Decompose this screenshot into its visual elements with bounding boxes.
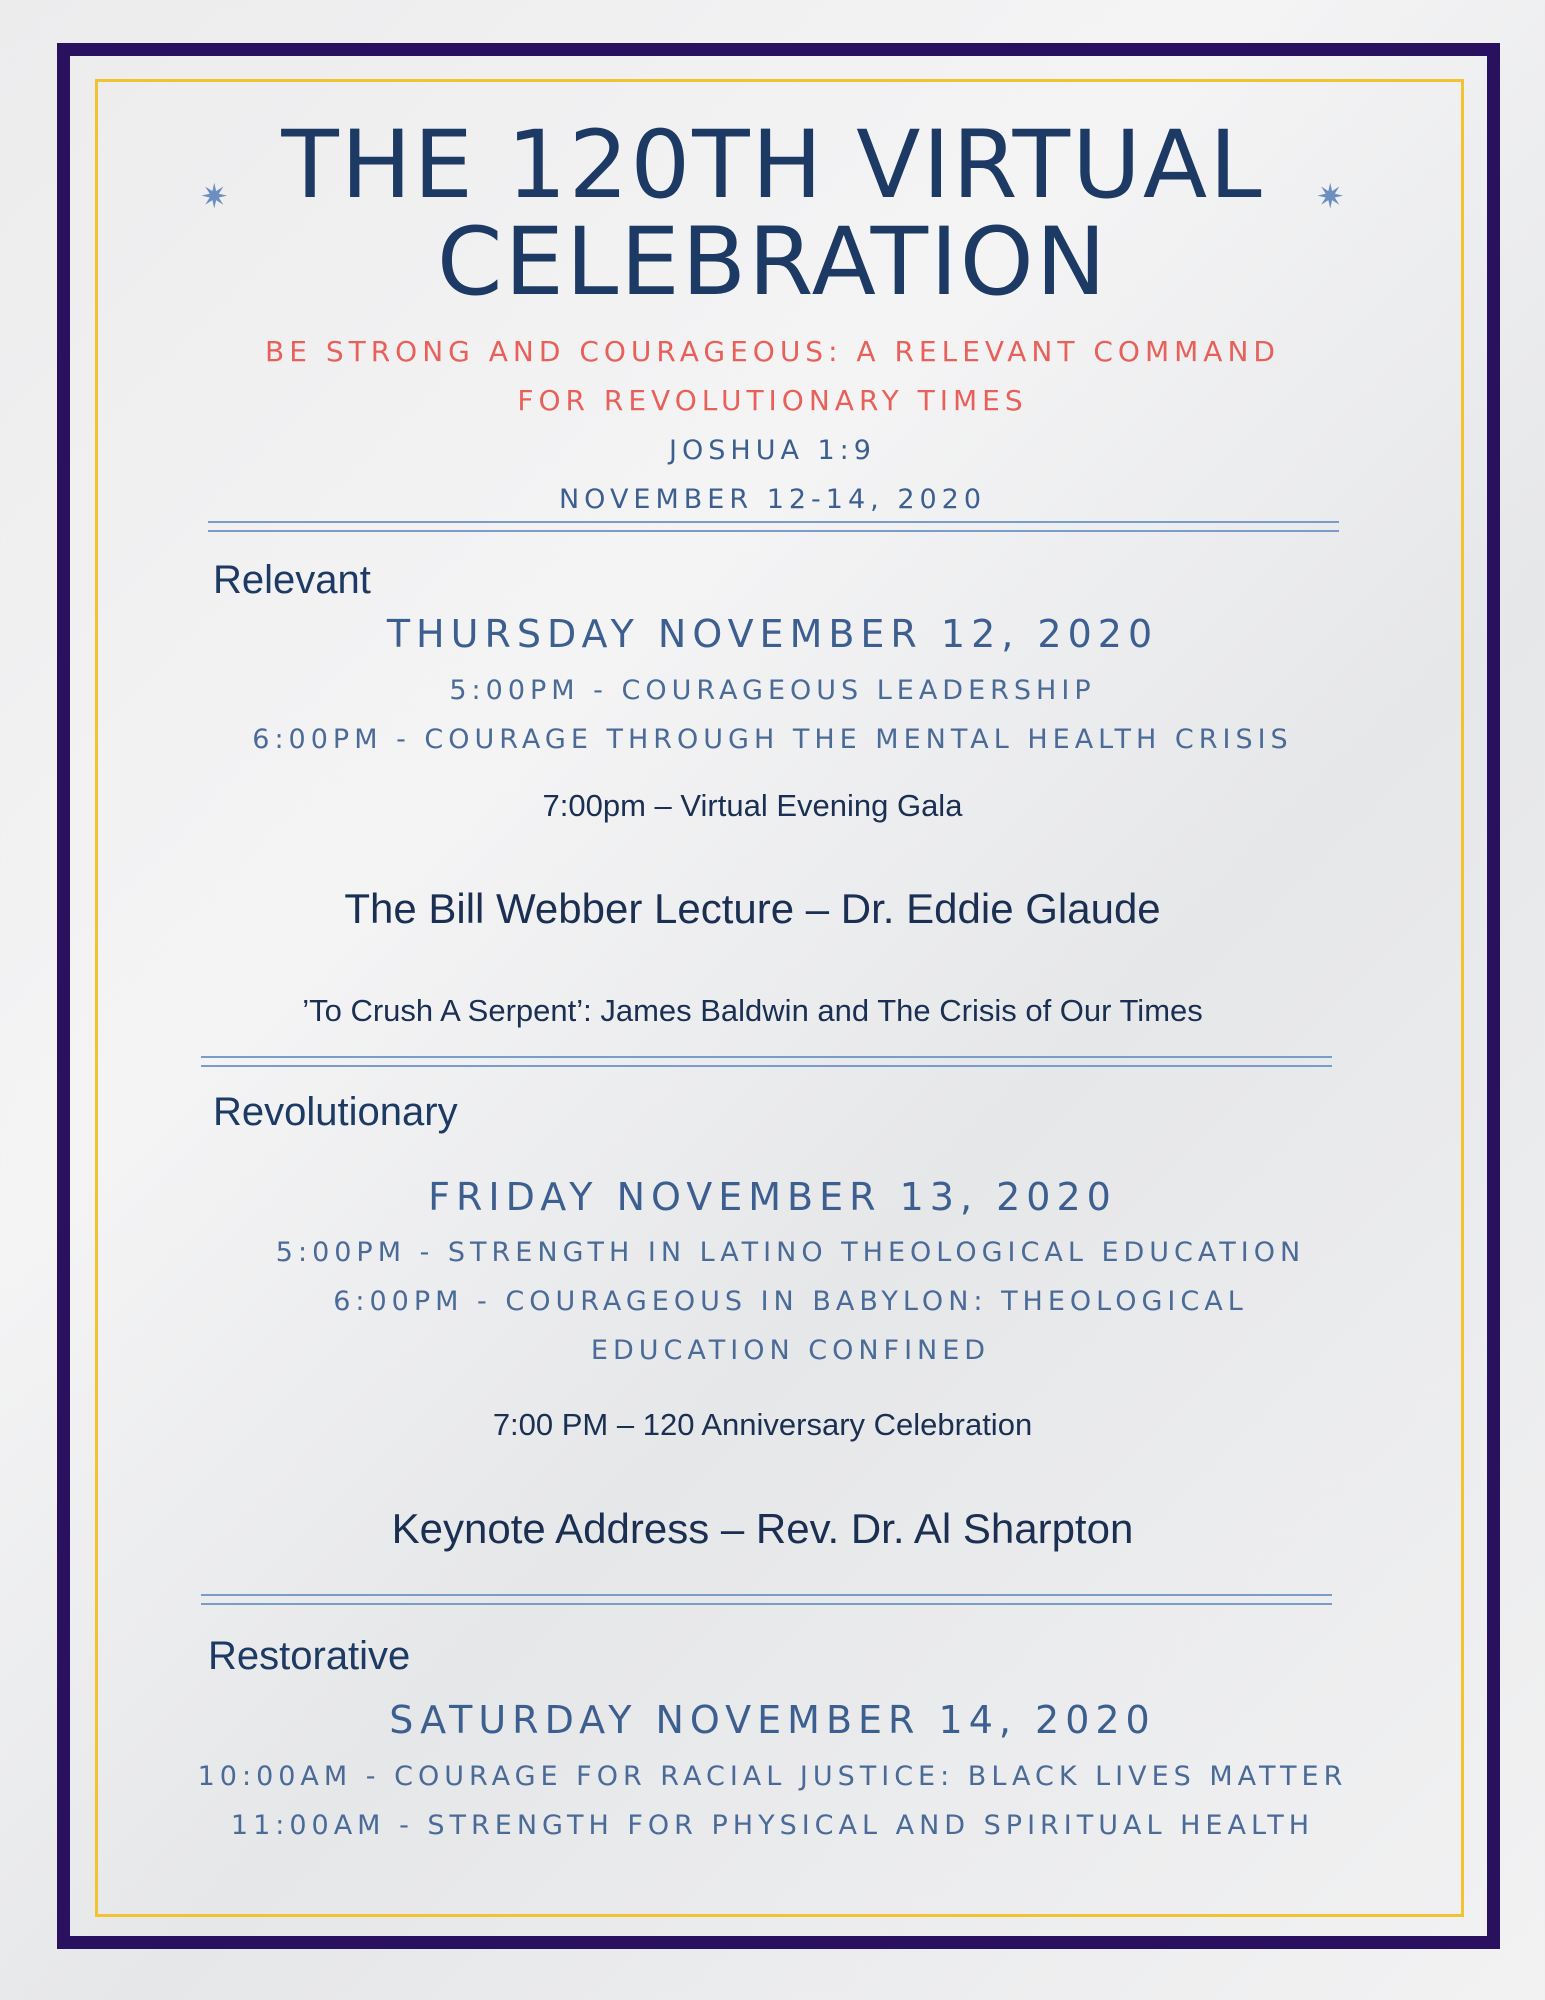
section-label-relevant: Relevant — [213, 558, 371, 602]
divider — [201, 1056, 1332, 1058]
theme-line2: FOR REVOLUTIONARY TIMES — [517, 384, 1028, 417]
session-item: 6:00PM - COURAGE THROUGH THE MENTAL HEALTH CRISIS — [252, 724, 1293, 755]
day-heading-friday: FRIDAY NOVEMBER 13, 2020 — [428, 1175, 1117, 1219]
featured-lecture: The Bill Webber Lecture – Dr. Eddie Glaude — [344, 885, 1161, 932]
divider — [208, 521, 1339, 523]
keynote-address: Keynote Address – Rev. Dr. Al Sharpton — [391, 1505, 1134, 1552]
theme-line1: BE STRONG AND COURAGEOUS: A RELEVANT COMMAND — [265, 335, 1280, 368]
section-label-revolutionary: Revolutionary — [213, 1090, 458, 1134]
session-item: 6:00PM - COURAGEOUS IN BABYLON: THEOLOGICAL — [333, 1286, 1248, 1317]
right-star-icon: ✷ — [1316, 177, 1345, 217]
day-heading-saturday: SATURDAY NOVEMBER 14, 2020 — [389, 1698, 1156, 1742]
page-title-line2: CELEBRATION — [436, 208, 1109, 317]
session-item: 11:00AM - STRENGTH FOR PHYSICAL AND SPIRITUAL HEALTH — [230, 1810, 1315, 1841]
left-star-icon: ✷ — [200, 177, 229, 217]
scripture-reference: JOSHUA 1:9 — [669, 435, 876, 466]
session-item: EDUCATION CONFINED — [590, 1335, 991, 1366]
session-item: 5:00PM - STRENGTH IN LATINO THEOLOGICAL EDUCATION — [275, 1237, 1306, 1268]
event-dates: NOVEMBER 12-14, 2020 — [558, 484, 987, 515]
divider — [201, 1594, 1332, 1596]
evening-event: 7:00 PM – 120 Anniversary Celebration — [492, 1407, 1033, 1442]
day-heading-thursday: THURSDAY NOVEMBER 12, 2020 — [386, 612, 1159, 656]
section-label-restorative: Restorative — [208, 1634, 411, 1678]
divider — [208, 530, 1339, 532]
lecture-subtitle: ’To Crush A Serpent’: James Baldwin and The Crisis of Our Times — [302, 993, 1203, 1028]
divider — [201, 1603, 1332, 1605]
divider — [201, 1065, 1332, 1067]
page-title-line1: THE 120TH VIRTUAL — [281, 111, 1264, 220]
session-item: 10:00AM - COURAGE FOR RACIAL JUSTICE: BLACK LIVES MATTER — [197, 1761, 1348, 1792]
session-item: 5:00PM - COURAGEOUS LEADERSHIP — [449, 675, 1096, 706]
evening-event: 7:00pm – Virtual Evening Gala — [542, 788, 963, 823]
